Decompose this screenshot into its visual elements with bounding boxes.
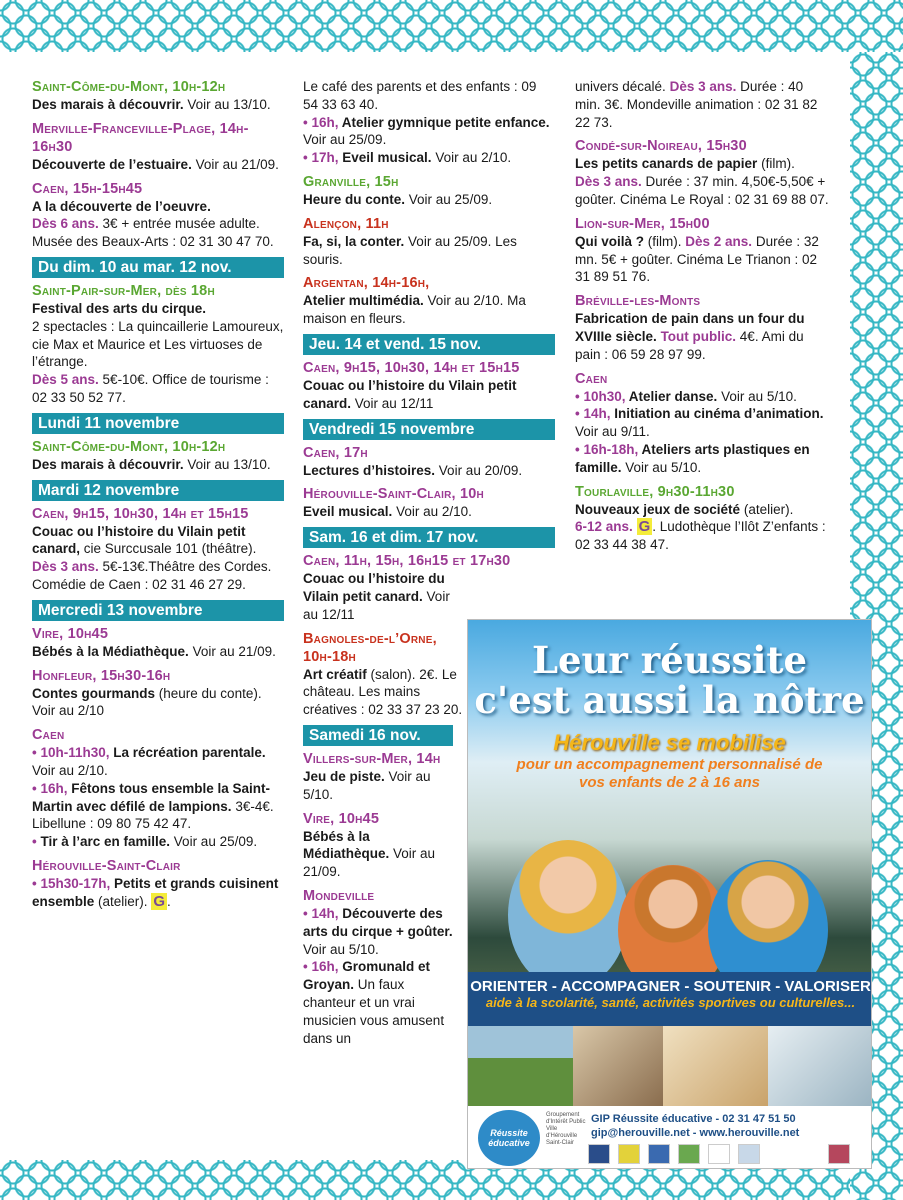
ad-contact-phone: GIP Réussite éducative - 02 31 47 51 50 [591,1113,796,1125]
date-header: Sam. 16 et dim. 17 nov. [303,527,555,548]
event-title: Contes gourmands [32,685,156,701]
event-title: Atelier multimédia. [303,293,424,309]
event-location: Alençon, 11h [303,215,389,232]
event-age: Tout public. [656,328,737,344]
event-entry [303,78,555,167]
ad-footer [468,1106,872,1169]
event-location: Hérouville-Saint-Clair, 10h [303,486,484,503]
event-time: 16h-18h, [583,441,639,457]
event-entry [303,552,511,623]
photo-study [573,1026,663,1106]
event-entry [303,215,555,269]
event-title: Qui voilà ? [575,233,645,249]
event-location: Caen, 11h, 15h, 16h15 et 17h30 [303,553,511,570]
event-details: Un faux chanteur et un vrai musicien vous amusent dans un [303,977,445,1046]
free-badge: G [638,518,651,536]
event-title: Eveil musical. [338,150,432,166]
event-time: 16h, [40,780,68,796]
event-age: Dès 6 ans. [32,216,99,232]
event-title: Petits et grands cuisinent ensemble [32,875,279,909]
event-title: Art créatif [303,666,367,682]
gip-logo-text: Groupement d'Intérêt Public Ville d'Hérouville Saint-Clair [546,1112,586,1146]
event-title: Gromunald et Groyan. [303,959,431,993]
event-age: 6-12 ans. [575,519,633,535]
event-location: Mondeville [303,887,375,904]
event-details: Voir au 13/10. [183,456,271,472]
free-badge: G [153,892,165,910]
event-item: • 16h-18h, Ateliers arts plastiques en famille. Voir au 5/10. [575,441,810,475]
partner-logo [828,1144,850,1164]
event-title: A la découverte de l’oeuvre. [32,198,211,214]
event-title: Fa, si, la conter. [303,233,405,249]
event-location: Vire, 10h45 [303,810,380,827]
event-title: La récréation parentale. [109,745,266,761]
ad-tagline: pour un accompagnement personnalisé de vos enfants de 2 à 16 ans [516,756,823,791]
event-details: (salon). 2€. Le château. Les mains créatives : 02 33 37 23 20. [303,666,463,718]
event-location: Saint-Côme-du-Mont, 10h-12h [32,438,226,455]
event-location: Tourlaville, 9h30-11h30 [575,483,735,500]
event-details: Voir au 5/10. [621,459,702,475]
event-entry [32,282,284,407]
event-details: (heure du conte). Voir au 2/10 [32,685,262,719]
decorative-pattern-top [0,0,903,52]
event-details: (film). [757,156,795,172]
event-entry [32,857,284,911]
event-details: Voir au 5/10. [303,768,431,802]
event-title: Des marais à découvrir. [32,97,184,112]
event-title: Fêtons tous ensemble la Saint-Martin avec défilé de lampions. [32,780,271,814]
agenda-column-3 [575,78,830,560]
event-location: Saint-Côme-du-Mont, 10h-12h [32,79,226,95]
event-details: Voir au 20/09. [435,462,523,478]
event-title: Couac ou l’histoire du Vilain petit canard. [303,377,517,411]
event-details: Voir au 21/09. [191,156,279,172]
event-details: 5€-13€.Théâtre des Cordes. Comédie de Caen : 02 31 46 27 29. [32,559,272,592]
event-title: Festival des arts du cirque. [32,300,207,316]
event-title: Heure du conte. [303,191,406,207]
event-entry [575,483,830,554]
child-figure [508,840,628,990]
advertisement-reussite-educative [467,619,872,1169]
event-location: Lion-sur-Mer, 15h00 [575,215,710,232]
event-entry [303,444,555,480]
event-location: Merville-Franceville-Plage, 14h-16h30 [32,120,249,155]
event-age: Dès 2 ans. [681,233,753,249]
event-details: 3€ + entrée musée adulte. Musée des Beaux-Arts : 02 31 30 47 70. [32,216,274,250]
event-entry [303,485,555,521]
event-title: Atelier danse. [625,388,718,404]
event-title: Des marais à découvrir. [32,456,184,472]
date-header: Mercredi 13 novembre [32,600,284,621]
event-details: Voir au 21/09. [188,643,276,659]
event-age: Dès 5 ans. [32,372,99,388]
event-item: • 16h, Fêtons tous ensemble la Saint-Martin avec défilé de lampions. 3€-4€. Libellune : 09 80 75 42 47. [32,780,274,832]
event-title: Lectures d’histoires. [303,462,436,478]
event-details: . [166,893,171,909]
event-location: Condé-sur-Noireau, 15h30 [575,138,747,155]
event-details: 4€. Ami du pain : 06 59 28 97 99. [575,328,804,362]
event-item: • 16h, Gromunald et Groyan. Un faux chanteur et un vrai musicien vous amusent dans un [303,959,445,1046]
event-title: Découverte de l’estuaire. [32,156,192,172]
date-header: Du dim. 10 au mar. 12 nov. [32,257,284,278]
partner-logo [678,1144,700,1164]
event-item: • 10h30, Atelier danse. Voir au 5/10. [575,388,797,404]
event-location: Vire, 10h45 [32,625,109,642]
date-header: Samedi 16 nov. [303,725,453,746]
event-item: • Tir à l’arc en famille. Voir au 25/09. [32,834,258,850]
photo-drawing [663,1026,768,1106]
event-details: . Ludothèque l’Ilôt Z’enfants : 02 33 44 38 47. [575,519,826,553]
event-time: 10h-11h30, [40,745,110,761]
event-time: 10h30, [583,388,626,404]
event-details: Voir au 25/09. [405,191,493,207]
event-age: Dès 3 ans. [575,174,642,190]
event-title: Tir à l’arc en famille. [40,834,171,850]
event-location: Caen, 17h [303,444,368,461]
photo-sports [468,1026,573,1106]
partner-logo [648,1144,670,1164]
partner-logo [588,1144,610,1164]
event-details: Le café des parents et des enfants : 09 54 33 63 40. [303,79,537,112]
event-details: Voir au 9/11. [575,424,650,440]
event-location: Caen, 15h-15h45 [32,180,143,197]
event-details: cie Surccusale 101 (théâtre). [80,541,257,557]
event-details: Voir au 5/10. [717,388,797,404]
event-entry [32,726,284,851]
event-title: Fabrication de pain dans un four du XVIIIe siècle. [575,311,805,344]
event-location: Caen, 9h15, 10h30, 14h et 15h15 [303,359,520,376]
event-title: Ateliers arts plastiques en famille. [575,441,810,475]
event-entry [575,292,830,363]
partner-logo [618,1144,640,1164]
event-title: Les petits canards de papier [575,156,758,172]
ad-contact [591,1112,799,1140]
agenda-column-1 [32,78,284,917]
date-header: Vendredi 15 novembre [303,419,555,440]
event-entry [303,274,555,328]
event-location: Caen, 9h15, 10h30, 14h et 15h15 [32,505,249,522]
event-location: Caen [575,370,608,387]
ad-slogan-detail: aide à la scolarité, santé, activités sportives ou culturelles... [485,995,856,1010]
event-details: Voir au 2/10. [32,762,108,778]
photo-health [768,1026,872,1106]
event-entry [303,173,555,209]
event-location: Hérouville-Saint-Clair [32,857,181,874]
event-title: Jeu de piste. [303,768,385,784]
ad-title-line-1: Leur réussite [531,638,808,682]
event-details: Voir au 25/09. [170,834,258,850]
event-entry [575,370,830,477]
event-details: Voir au 12/11 [351,395,434,411]
event-entry [303,630,463,719]
event-title: Bébés à la Médiathèque. [303,828,390,862]
event-item: • 16h, Atelier gymnique petite enfance. Voir au 25/09. [303,114,550,148]
event-details: Durée : 32 mn. 5€ + goûter. Cinéma Le Trianon : 02 31 89 51 76. [575,233,819,285]
event-details: 5€-10€. Office de tourisme : 02 33 50 52 77. [32,372,269,405]
event-location: Argentan, 14h-16h, [303,275,430,292]
event-details: univers décalé. [575,79,666,94]
event-time: 17h, [311,150,339,166]
event-details: Voir au 12/11 [303,588,450,622]
event-details: Durée : 40 min. 3€. Mondeville animation : 02 31 82 22 73. [575,79,818,130]
event-location: Saint-Pair-sur-Mer, dès 18h [32,282,215,299]
event-entry [32,180,284,251]
event-entry [303,810,458,881]
activity-photos [468,1026,872,1106]
event-title: Nouveaux jeux de société [575,501,741,517]
date-header: Jeu. 14 et vend. 15 nov. [303,334,555,355]
event-entry [32,120,284,174]
event-details: Voir au 13/10. [183,97,271,112]
event-details: Durée : 37 min. 4,50€-5,50€ + goûter. Cinéma Le Royal : 02 31 69 88 07. [575,174,829,207]
event-details: Voir au 5/10. [303,941,379,957]
event-entry [303,359,555,413]
event-time: 14h, [583,406,611,422]
event-title: Couac ou l’histoire du Vilain petit canard, [32,523,246,557]
event-details: 2 spectacles : La quincaillerie Lamoureux, cie Max et Maurice et Les virtuoses de l’étrange. [32,318,284,370]
reussite-educative-logo: Réussite éducative [478,1110,540,1166]
event-details: 3€-4€. Libellune : 09 80 75 42 47. [32,798,274,832]
event-entry [32,505,284,594]
partner-logo [738,1144,760,1164]
event-entry [32,667,284,721]
event-details: Voir au 21/09. [303,846,436,880]
ad-contact-web: gip@herouville.net - www.herouville.net [591,1127,800,1139]
ad-title-line-2: c'est aussi la nôtre [474,678,865,722]
event-time: 15h30-17h, [40,875,111,891]
partner-logo [708,1144,730,1164]
event-location: Caen [32,727,65,744]
event-item: • 14h, Initiation au cinéma d’animation. Voir au 9/11. [575,406,824,440]
event-title: Atelier gymnique petite enfance. [338,114,550,130]
event-details: Voir au 25/09. Les souris. [303,233,517,267]
event-item: • 17h, Eveil musical. Voir au 2/10. [303,150,512,166]
event-entry [32,438,284,474]
event-time: 14h, [311,905,339,921]
event-time: 16h, [311,114,339,130]
date-header: Lundi 11 novembre [32,413,284,434]
event-title: Couac ou l’histoire du Vilain petit canard. [303,571,445,604]
event-entry [32,625,284,661]
event-details: (atelier). [740,501,794,517]
event-title: Eveil musical. [303,504,393,520]
event-location: Villers-sur-Mer, 14h [303,750,441,767]
event-details: (atelier). [94,893,148,909]
event-details: Voir au 2/10. [431,150,512,166]
ad-slogan-strip [468,972,872,1026]
event-location: Granville, 15h [303,173,399,190]
event-location: Honfleur, 15h30-16h [32,667,171,684]
event-entry [32,78,284,114]
event-details: Voir au 2/10. Ma maison en fleurs. [303,293,526,327]
ad-title [468,640,871,720]
event-time: 16h, [311,959,339,975]
event-title: Découverte des arts du cirque + goûter. [303,905,453,939]
event-title: Bébés à la Médiathèque. [32,643,189,659]
event-location: Bréville-les-Monts [575,293,701,310]
children-photo [468,810,872,975]
event-details: Voir au 25/09. [303,132,387,148]
event-item: • 15h30-17h, Petits et grands cuisinent ensemble (atelier). G . [32,875,279,910]
event-entry [575,78,830,131]
ad-slogan: ORIENTER - ACCOMPAGNER - SOUTENIR - VALORISER [470,978,871,995]
event-age: Dès 3 ans. [32,559,99,575]
event-entry [303,887,458,1047]
event-details: Voir au 2/10. [392,504,472,520]
event-entry [303,750,458,804]
date-header: Mardi 12 novembre [32,480,284,501]
event-details: (film). [644,233,682,249]
event-title: Initiation au cinéma d’animation. [610,406,824,422]
event-item: • 14h, Découverte des arts du cirque + goûter. Voir au 5/10. [303,905,453,957]
event-age: Dès 3 ans. [665,79,737,94]
event-entry [575,215,830,286]
ad-subtitle: Hérouville se mobilise [553,730,786,755]
event-item: • 10h-11h30, La récréation parentale. Voir au 2/10. [32,745,266,778]
event-entry [575,137,830,208]
event-location: Bagnoles-de-l’Orne, 10h-18h [303,630,437,665]
